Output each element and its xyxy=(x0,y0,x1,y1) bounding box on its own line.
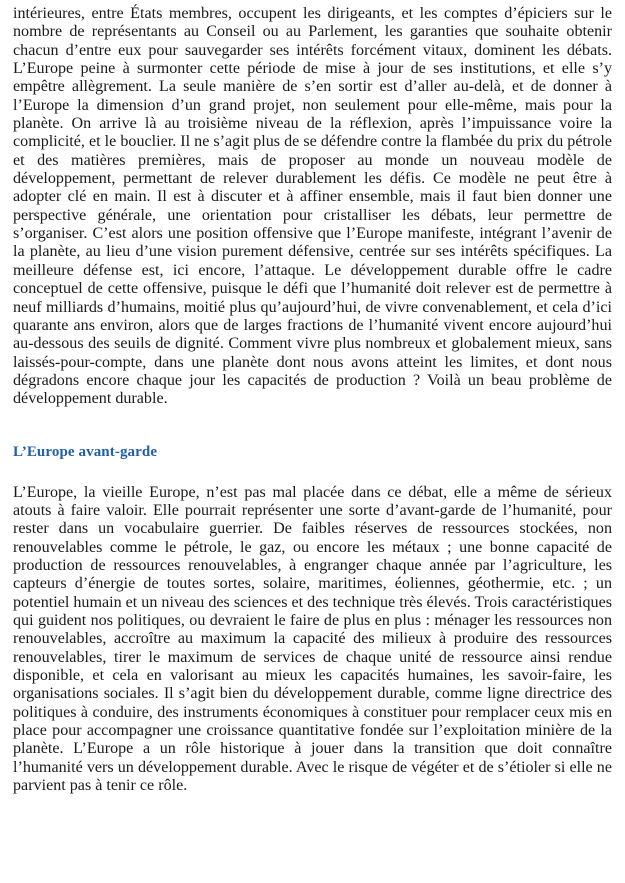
section-heading-europe-avant-garde: L’Europe avant-garde xyxy=(13,443,158,460)
paragraph-europe-institutions: intérieures, entre États membres, occupent les dirigeants, et les comptes d’épiciers sur le nombre de représentants au Conseil ou au Parlement, les garanties que souhaite obtenir chacun d’entre eux pour sauvegarder ses intérêts forcément vitaux, dominent les débats. L’Europe peine à surmonter cette période de mise à jour de ses institutions, et elle s’y empêtre allègrement. La seule manière de s’en sortir est d’aller au-delà, et de donner à l’Europe la dimension d’un grand projet, non seulement pour elle-même, mais pour la planète. On arrive là au troisième niveau de la réflexion, après l’impuissance voire la complicité, et le bouclier. Il ne s’agit plus de se défendre contre la flambée du prix du pétrole et des matières premières, mais de proposer au monde un nouveau modèle de développement, permettant de relever durablement les défis. Ce modèle ne peut être à adopter clé en main. Il est à discuter et à affiner ensemble, mais il faut bien donner une perspective générale, une orientation pour cristalliser les débats, leur permettre de s’organiser. C’est alors une position offensive que l’Europe manifeste, intégrant l’avenir de la planète, au lieu d’une vision purement défensive, centrée sur ses intérêts spécifiques. La meilleure défense est, ici encore, l’attaque. Le développement durable offre le cadre conceptuel de cette offensive, puisque le défi que l’humanité doit relever est de permettre à neuf milliards d’humains, moitié plus qu’aujourd’hui, de vivre convenablement, et cela d’ici quarante ans environ, alors que de larges fractions de l’humanité vivent encore aujourd’hui au-dessous des seuils de dignité. Comment vivre plus nombreux et globalement mieux, sans laissés-pour-compte, dans une planète dont nous avons atteint les limites, et dont nous dégradons encore chaque jour les capacités de production ? Voilà un beau problème de développement durable. xyxy=(13,5,612,408)
text-column xyxy=(13,5,612,795)
paragraph-europe-atouts: L’Europe, la vieille Europe, n’est pas mal placée dans ce débat, elle a même de sérieux atouts à faire valoir. Elle pourrait représenter une sorte d’avant-garde de l’humanité, pour rester dans un vocabulaire guerrier. De faibles réserves de ressources stockées, non renouvelables comme le pétrole, le gaz, ou encore les métaux ; une bonne capacité de production de ressources renouvelables, à engranger chaque année par l’agriculture, les capteurs d’énergie de toutes sortes, solaire, maritimes, éoliennes, géothermie, etc. ; un potentiel humain et un niveau des sciences et des technique très élevés. Trois caractéristiques qui guident nos politiques, ou devraient le faire de plus en plus : ménager les ressources non renouvelables, accroître au maximum la capacité des milieux à produire des ressources renouvelables, tirer le maximum de services de chaque unité de ressource ainsi rendue disponible, et cela en valorisant au mieux les capacités humaines, les savoir-faire, les organisations sociales. Il s’agit bien du développement durable, comme ligne directrice des politiques à conduire, des instruments économiques à constituer pour remplacer ceux mis en place pour accompagner une croissance quantitative fondée sur l’exploitation minière de la planète. L’Europe a un rôle historique à jouer dans la transition que doit connaître l’humanité vers un développement durable. Avec le risque de végéter et de s’étioler si elle ne parvient pas à tenir ce rôle. xyxy=(13,483,612,795)
heading-spacer-below xyxy=(13,461,612,484)
heading-spacer-above xyxy=(13,409,612,443)
